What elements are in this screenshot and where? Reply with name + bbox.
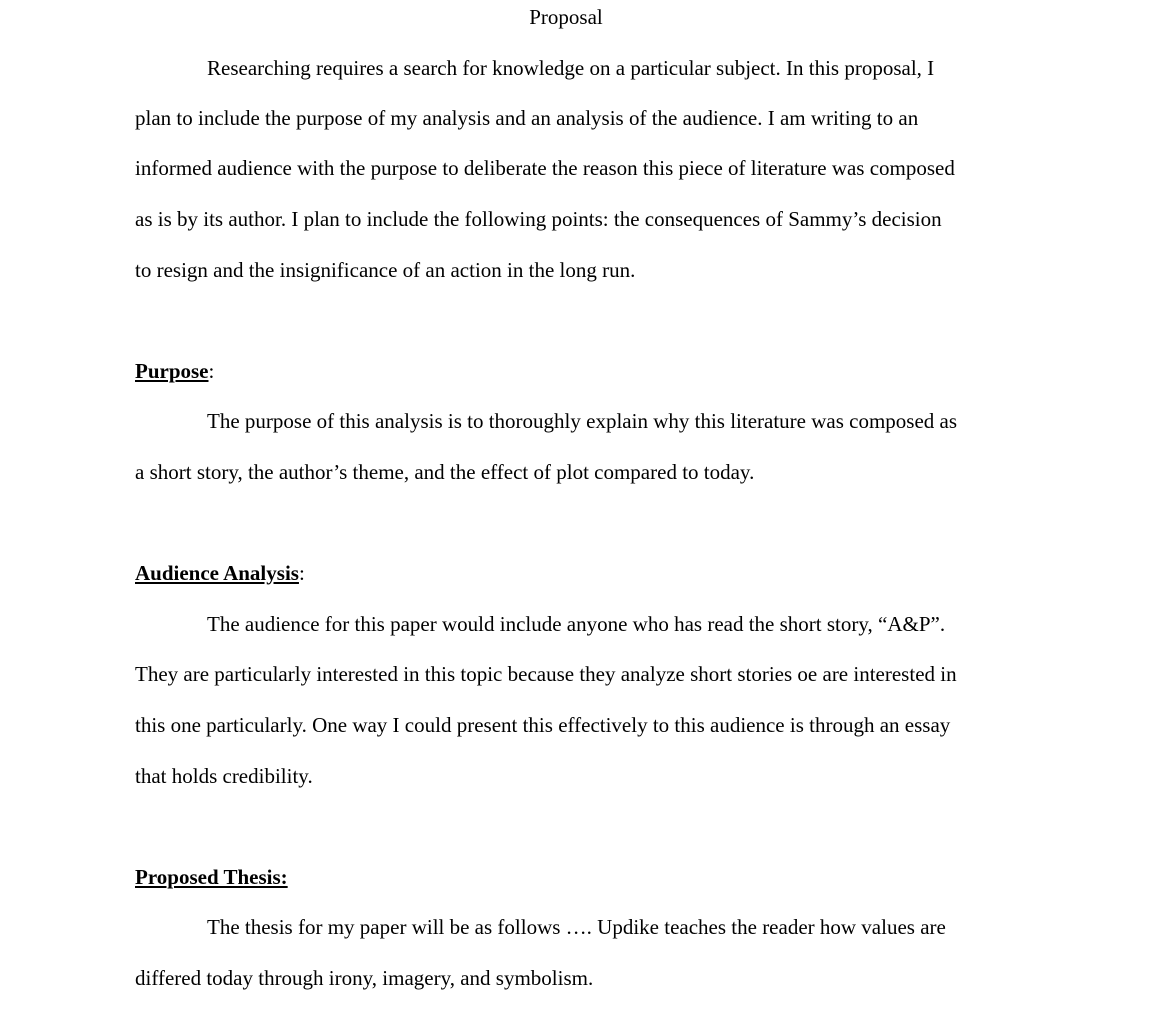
thesis-line-1: The thesis for my paper will be as follows …. Updike teaches the reader how values are: [207, 915, 946, 939]
purpose-heading-colon: :: [208, 359, 215, 383]
purpose-heading-text: Purpose: [135, 359, 209, 383]
thesis-heading: [135, 863, 288, 891]
audience-heading-text: Audience Analysis: [135, 561, 299, 585]
audience-heading: [135, 559, 305, 587]
audience-line-1: The audience for this paper would include anyone who has read the short story, “A&P”.: [207, 612, 946, 636]
purpose-line-1: The purpose of this analysis is to thoroughly explain why this literature was composed as: [207, 409, 958, 433]
document-title: Proposal: [529, 5, 603, 29]
thesis-heading-text: Proposed Thesis:: [135, 865, 288, 889]
audience-heading-colon: :: [298, 561, 305, 585]
audience-line-3: this one particularly. One way I could present this effectively to this audience is through an essay: [135, 713, 951, 737]
audience-line-2: They are particularly interested in this topic because they analyze short stories oe are interested in: [135, 662, 957, 686]
intro-line-2: plan to include the purpose of my analysis and an analysis of the audience. I am writing to an: [135, 106, 919, 130]
audience-line-4: that holds credibility.: [135, 764, 313, 788]
intro-line-1: Researching requires a search for knowledge on a particular subject. In this proposal, I: [207, 56, 935, 80]
thesis-line-2: differed today through irony, imagery, and symbolism.: [135, 966, 594, 990]
purpose-heading: [135, 357, 214, 385]
purpose-line-2: a short story, the author’s theme, and the effect of plot compared to today.: [135, 460, 755, 484]
intro-line-4: as is by its author. I plan to include the following points: the consequences of Sammy’s decision: [135, 207, 942, 231]
intro-line-3: informed audience with the purpose to deliberate the reason this piece of literature was composed: [135, 156, 955, 180]
intro-line-5: to resign and the insignificance of an action in the long run.: [135, 258, 636, 282]
